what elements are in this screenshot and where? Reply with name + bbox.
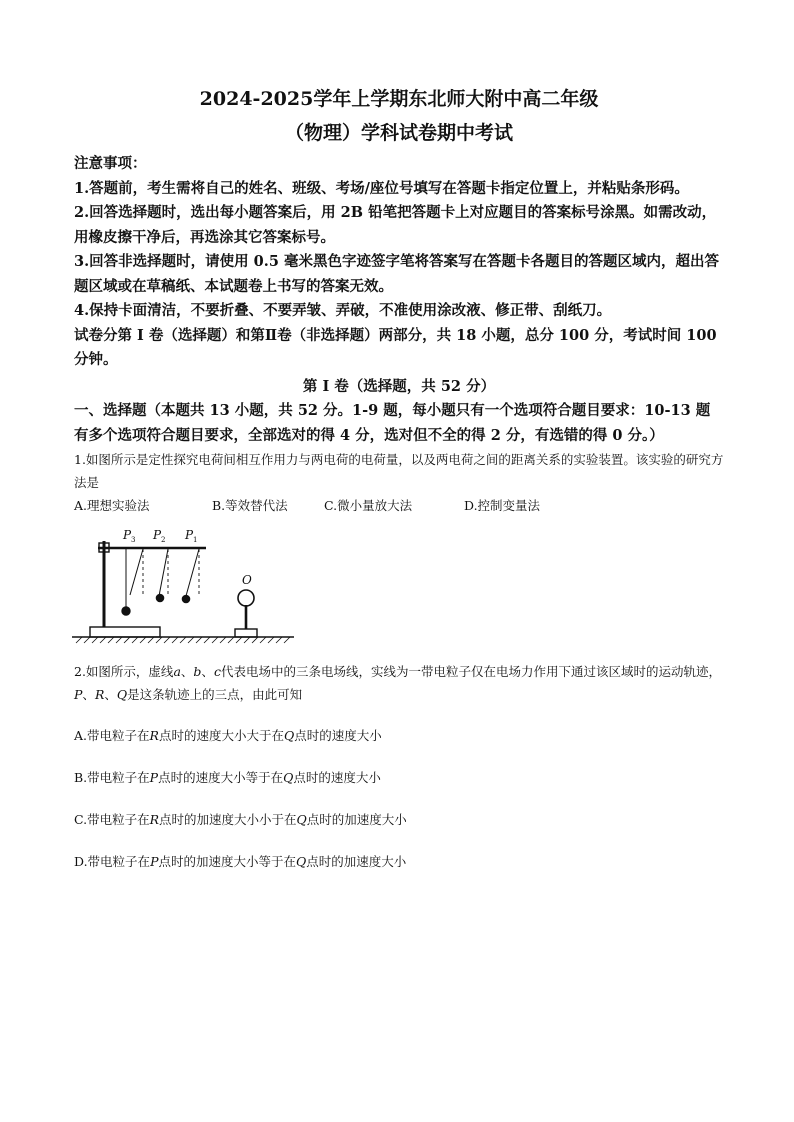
label-p2: P	[153, 528, 162, 542]
q2-stem-prefix: 2.如图所示，虚线	[74, 664, 174, 679]
question-1-option-b: B.等效替代法	[212, 498, 288, 513]
option-text: D.带电粒子在	[74, 854, 151, 869]
thread-p1	[186, 549, 199, 596]
exam-title-line1: 2024-2025学年上学期东北师大附中高二年级	[199, 88, 599, 110]
notice-item-3: 3.回答非选择题时，请使用 0.5 毫米黑色字迹签字笔将答案写在答题卡各题目的答题区域内，超出答题区域或在草稿纸、本试题卷上书写的答案无效。	[74, 253, 719, 295]
option-text: 点时的速度大小	[293, 770, 381, 785]
stand-base	[90, 627, 160, 637]
sphere-stand-base	[235, 629, 257, 637]
option-text: C.带电粒子在	[74, 812, 150, 827]
question-2-stem	[74, 660, 724, 706]
notice-item-4: 4.保持卡面清洁，不要折叠、不要弄皱、弄破，不准使用涂改液、修正带、刮纸刀。	[74, 302, 612, 319]
option-var: Q	[296, 854, 307, 869]
question-1-option-a: A.理想实验法	[74, 498, 150, 513]
ball-p2	[156, 594, 163, 601]
exam-page	[74, 86, 724, 872]
question-1-stem: 1.如图所示是定性探究电荷间相互作用力与两电荷的电荷量，以及两电荷之间的距离关系的实验装置。该实验的研究方法是	[74, 452, 724, 490]
label-p3: P	[123, 528, 132, 542]
q2-var-q: Q	[116, 687, 128, 702]
option-text: 点时的加速度大小	[306, 812, 407, 827]
label-p2-sub: 2	[161, 536, 166, 544]
q2-var-b: b	[193, 664, 202, 679]
option-text: 点时的加速度大小小于在	[159, 812, 297, 827]
notice-item-1: 1.答题前，考生需将自己的姓名、班级、考场/座位号填写在答题卡指定位置上，并粘贴条形码。	[74, 179, 689, 197]
q2-var-a: a	[173, 664, 181, 679]
question-2-option-c	[74, 810, 724, 830]
label-o: O	[242, 573, 252, 587]
q2-sep: 、	[104, 687, 117, 702]
question-2-option-b	[74, 768, 724, 788]
question-1-option-d: D.控制变量法	[464, 498, 541, 513]
q2-var-p: P	[74, 687, 83, 702]
option-text: 点时的加速度大小	[306, 854, 407, 869]
part1-heading: 第 I 卷（选择题，共 52 分）	[302, 377, 496, 395]
reference-ball	[122, 607, 130, 615]
option-var: P	[149, 770, 159, 785]
q2-var-c: c	[213, 664, 221, 679]
label-p1: P	[185, 528, 194, 542]
q2-var-r: R	[94, 687, 105, 702]
q2-sep: 、	[201, 664, 214, 679]
section-intro: 一、选择题（本题共 13 小题，共 52 分。1-9 题，每小题只有一个选项符合题目要求：10-13 题有多个选项符合题目要求，全部选对的得 4 分，选对但不全的得 2 分，有选错的得 0 分。）	[74, 402, 711, 444]
option-text: 点时的速度大小等于在	[158, 770, 284, 785]
exam-summary: 试卷分第 I 卷（选择题）和第Ⅱ卷（非选择题）两部分，共 18 小题，总分 100 分，考试时间 100 分钟。	[74, 326, 717, 368]
coulomb-torsion-apparatus-figure	[68, 521, 298, 646]
question-1-option-c: C.微小量放大法	[324, 498, 413, 513]
option-text: 点时的速度大小	[294, 728, 382, 743]
question-2-option-a	[74, 726, 724, 746]
option-var: Q	[283, 770, 294, 785]
question-2-option-d	[74, 852, 724, 872]
charged-sphere-o	[238, 590, 254, 606]
q2-stem-mid: 代表电场中的三条电场线，实线为一带电粒子仅在电场力作用下通过该区域时的运动轨迹，	[220, 664, 721, 679]
option-var: P	[150, 854, 159, 869]
option-var: R	[149, 728, 159, 743]
option-text: 点时的速度大小大于在	[158, 728, 284, 743]
option-text: B.带电粒子在	[74, 770, 150, 785]
notice-heading: 注意事项：	[74, 155, 147, 172]
exam-title-line2: （物理）学科试卷期中考试	[284, 122, 513, 144]
option-text: 点时的加速度大小等于在	[158, 854, 296, 869]
q2-sep: 、	[82, 687, 95, 702]
q2-sep: 、	[180, 664, 194, 679]
option-var: R	[149, 812, 160, 827]
option-var: Q	[283, 728, 295, 743]
label-p1-sub: 1	[193, 536, 198, 544]
label-p3-sub: 3	[131, 536, 136, 544]
thread-p3	[130, 549, 143, 595]
thread-p2	[159, 549, 168, 596]
question-1-options	[74, 494, 724, 517]
option-var: Q	[296, 812, 307, 827]
ball-p1	[182, 595, 189, 602]
option-text: A.带电粒子在	[74, 728, 150, 743]
notice-item-2: 2.回答选择题时，选出每小题答案后，用 2B 铅笔把答题卡上对应题目的答案标号涂黑。如需改动，用橡皮擦干净后，再选涂其它答案标号。	[74, 204, 717, 246]
q2-stem-end: 是这条轨迹上的三点，由此可知	[127, 687, 303, 702]
